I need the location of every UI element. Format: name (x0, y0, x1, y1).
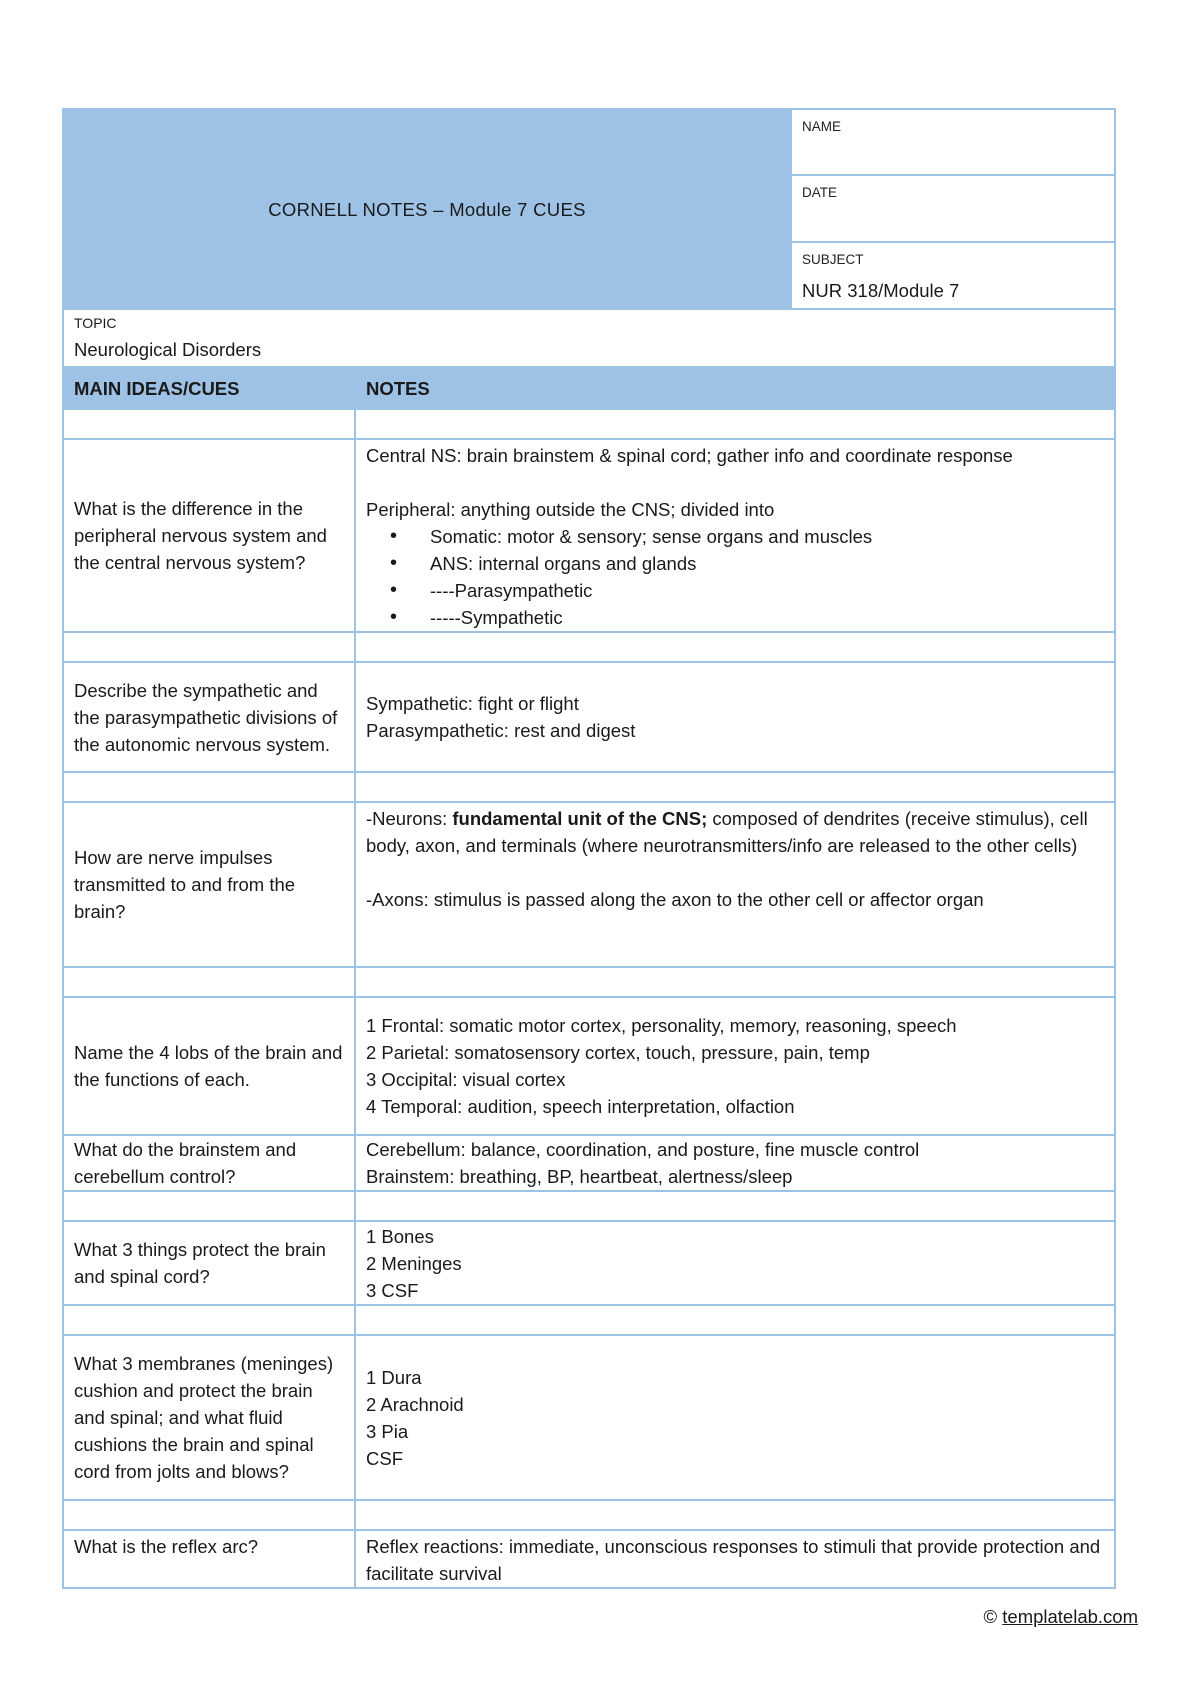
spacer-row (63, 967, 1115, 997)
notes-bullet-list (366, 523, 1104, 631)
table-row (63, 997, 1115, 1135)
notes-cell (355, 997, 1115, 1135)
notes-line: 3 CSF (366, 1279, 419, 1301)
table-row (63, 1530, 1115, 1588)
cornell-notes-table (62, 108, 1116, 1589)
notes-line: 4 Temporal: audition, speech interpretation, olfaction (366, 1096, 795, 1117)
notes-line: 1 Dura (366, 1366, 422, 1388)
notes-line: CSF (366, 1447, 403, 1469)
spacer-row (63, 1500, 1115, 1530)
list-item: • ----Parasympathetic (430, 577, 1104, 604)
notes-cell (355, 1221, 1115, 1305)
notes-cell (355, 439, 1115, 632)
cornell-notes-page (62, 108, 1114, 1589)
spacer-row (63, 772, 1115, 802)
notes-cell (355, 1530, 1115, 1588)
notes-cell (355, 1135, 1115, 1191)
footer-credit (983, 1606, 1138, 1628)
notes-line: 1 Frontal: somatic motor cortex, personality, memory, reasoning, speech (366, 1015, 957, 1036)
cues-column-header: MAIN IDEAS/CUES (63, 367, 355, 409)
notes-cell (355, 1335, 1115, 1500)
notes-line: 2 Arachnoid (366, 1393, 464, 1415)
topic-label: TOPIC (74, 315, 117, 331)
date-field[interactable] (791, 175, 1115, 242)
notes-line: Central NS: brain brainstem & spinal cord; gather info and coordinate response (366, 445, 1013, 466)
notes-line: -Axons: stimulus is passed along the axon to the other cell or affector organ (366, 889, 984, 910)
templatelab-link[interactable]: templatelab.com (1002, 1606, 1138, 1627)
notes-line: Peripheral: anything outside the CNS; divided into (366, 499, 775, 520)
spacer-row (63, 1305, 1115, 1335)
list-item: • -----Sympathetic (430, 604, 1104, 631)
notes-cell (355, 802, 1115, 967)
notes-line: Reflex reactions: immediate, unconscious responses to stimuli that provide protection and facilitate survival (366, 1536, 1101, 1584)
notes-text: composed of dendrites (receive stimulus), cell body, axon, and terminals (where neurotransmitters/info are released to the other cells) (366, 808, 1088, 856)
spacer-row (63, 1191, 1115, 1221)
notes-line: 3 Occipital: visual cortex (366, 1069, 566, 1090)
notes-line: 2 Meninges (366, 1252, 462, 1274)
subject-label: SUBJECT (802, 252, 864, 267)
notes-text: -Neurons: (366, 808, 453, 829)
cue-cell: What 3 membranes (meninges) cushion and protect the brain and spinal; and what fluid cushions the brain and spinal cord from jolts and blows? (63, 1335, 355, 1500)
table-row (63, 1135, 1115, 1191)
notes-line: 3 Pia (366, 1420, 409, 1442)
notes-line (366, 805, 1104, 859)
topic-field[interactable] (63, 309, 1115, 367)
spacer-row (63, 632, 1115, 662)
cue-cell: Describe the sympathetic and the parasympathetic divisions of the autonomic nervous system. (63, 662, 355, 772)
table-row (63, 662, 1115, 772)
notes-line: Brainstem: breathing, BP, heartbeat, alertness/sleep (366, 1166, 793, 1187)
cue-cell: What is the difference in the peripheral nervous system and the central nervous system? (63, 439, 355, 632)
list-item: • Somatic: motor & sensory; sense organs and muscles (430, 523, 1104, 550)
notes-line: Parasympathetic: rest and digest (366, 720, 636, 741)
notes-line: 1 Bones (366, 1225, 434, 1247)
subject-field[interactable] (791, 242, 1115, 309)
cue-cell: How are nerve impulses transmitted to and from the brain? (63, 802, 355, 967)
notes-line: Cerebellum: balance, coordination, and posture, fine muscle control (366, 1139, 920, 1160)
cue-cell: What do the brainstem and cerebellum control? (63, 1135, 355, 1191)
cue-cell: What is the reflex arc? (63, 1530, 355, 1588)
table-row (63, 1221, 1115, 1305)
cue-cell: What 3 things protect the brain and spinal cord? (63, 1221, 355, 1305)
table-row (63, 802, 1115, 967)
notes-bold-text: fundamental unit of the CNS; (452, 808, 708, 829)
subject-value: NUR 318/Module 7 (802, 280, 960, 301)
spacer-row (63, 409, 1115, 439)
list-item: • ANS: internal organs and glands (430, 550, 1104, 577)
notes-line: Sympathetic: fight or flight (366, 693, 579, 714)
cue-cell: Name the 4 lobs of the brain and the functions of each. (63, 997, 355, 1135)
document-title: CORNELL NOTES – Module 7 CUES (63, 109, 791, 309)
table-row (63, 439, 1115, 632)
notes-column-header: NOTES (355, 367, 1115, 409)
table-row (63, 1335, 1115, 1500)
copyright-icon: © (983, 1606, 998, 1627)
notes-cell (355, 662, 1115, 772)
topic-value: Neurological Disorders (74, 339, 262, 360)
notes-line: 2 Parietal: somatosensory cortex, touch, pressure, pain, temp (366, 1042, 870, 1063)
name-field[interactable] (791, 109, 1115, 175)
date-label: DATE (802, 185, 838, 200)
name-label: NAME (802, 119, 842, 134)
